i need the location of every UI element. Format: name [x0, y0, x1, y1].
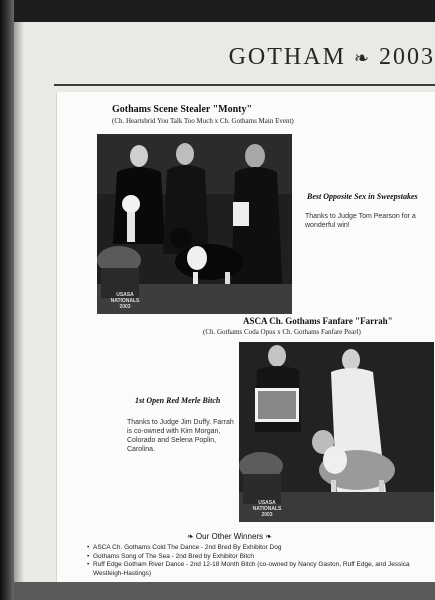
award-farrah: 1st Open Red Merle Bitch: [135, 396, 221, 405]
header-title: GOTHAM: [228, 44, 346, 70]
ad-panel: [56, 92, 435, 582]
win-photo-farrah: [239, 342, 434, 522]
other-winners-title: ❧ Our Other Winners ❧: [187, 532, 272, 541]
catalog-page: [14, 22, 435, 600]
page-bottom-band: [14, 582, 435, 600]
dog-name-farrah: ASCA Ch. Gothams Fanfare "Farrah": [243, 316, 393, 326]
award-monty: Best Opposite Sex in Sweepstakes: [307, 192, 418, 201]
win-photo-monty-image: [97, 134, 292, 314]
list-item: • Gothams Song of The Sea - 2nd Bred by Exhibitor Bitch: [87, 553, 432, 562]
pedigree-farrah: (Ch. Gothams Coda Opus x Ch. Gothams Fanfare Pearl): [203, 328, 361, 336]
dog-name-monty: Gothams Scene Stealer "Monty": [112, 104, 253, 115]
win-photo-farrah-image: [239, 342, 434, 522]
header-year: 2003: [379, 44, 435, 70]
win-photo-monty: [97, 134, 292, 314]
page-header: [229, 44, 435, 71]
photo-banner-farrah: USASA NATIONALS 2003: [252, 500, 282, 518]
header-rule: [54, 84, 435, 86]
list-item: • Ruff Edge Gotham River Dance - 2nd 12-18 Month Bitch (co-owned by Nancy Gaston, Ruff Edge, and Jessica Westleigh-Hastings): [87, 561, 432, 578]
list-item: • ASCA Ch. Gothams Cold The Dance - 2nd Bred By Exhibitor Dog: [87, 544, 432, 553]
photo-banner-monty: USASA NATIONALS 2003: [110, 292, 140, 310]
book-spine: [0, 0, 14, 600]
fleuron-icon: ❧: [353, 48, 371, 68]
page-gutter-shadow: [14, 22, 24, 600]
thanks-monty: Thanks to Judge Tom Pearson for a wonderful win!: [305, 213, 416, 229]
other-winners-list: [87, 544, 432, 578]
thanks-farrah: Thanks to Judge Jim Duffy. Farrah is co-owned with Kim Morgan, Colorado and Selena Poplin, Carolina.: [127, 419, 234, 453]
pedigree-monty: (Ch. Heartsbrid You Talk Too Much x Ch. Gothams Main Event): [112, 117, 294, 125]
